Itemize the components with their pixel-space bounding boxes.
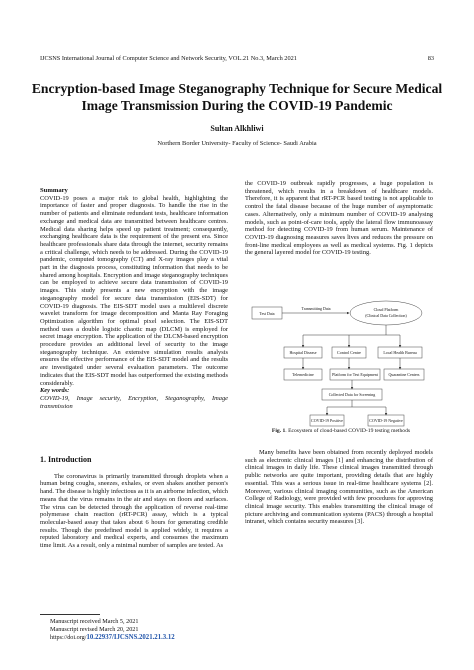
right-column-bottom	[245, 449, 433, 526]
doi-link[interactable]: 10.22937/IJCSNS.2021.21.3.12	[86, 634, 175, 641]
author-name: Sultan Alkhliwi	[210, 124, 264, 133]
label-quarantine-centers: Quarantine Centers	[388, 372, 420, 377]
keywords-text: COVID-19, Image security, Encryption, Steganography, Image transmission	[40, 394, 228, 410]
label-clinical-data-collection: (Clinical Data Collection)	[365, 313, 407, 318]
label-platform-test-equipment: Platform for Test Equipment	[332, 372, 378, 377]
label-cloud-platform: Cloud Platform	[373, 307, 399, 312]
running-header	[40, 55, 434, 62]
label-collected-data: Collected Data for Screening	[328, 392, 376, 397]
figure-1	[250, 285, 430, 435]
keywords-heading: Key words:	[40, 387, 70, 395]
introduction-heading: 1. Introduction	[40, 455, 92, 464]
doi-line	[50, 634, 175, 641]
label-local-health-bureau: Local Health Bureau	[383, 350, 417, 355]
footnote-rule	[40, 614, 100, 615]
figure-1-caption: Fig. 1. Ecosystem of cloud-based COVID-19 testing methods	[271, 428, 411, 434]
right-paragraph-2: Many benefits have been obtained from recently deployed models such as electronic clinical images [1] and enhancing the distribution of clinical images in daily life. These clinical images transmitted through public networks are quite important, providing details that are highly essential. This was a serious issue in real-time healthcare systems [2]. Moreover, various clinical imaging communities, such as the American College of Radiology, were provided with few procedures for approving clinical image security. This enables transmitting the clinical image of picture archiving and communication systems (PACS) through a hospital intranet, which contains security measures [3].	[245, 449, 433, 526]
label-hospital-disease: Hospital Disease	[289, 350, 317, 355]
label-test-data: Test Data	[259, 311, 275, 316]
paper-title: Encryption-based Image Steganography Technique for Secure Medical Image Transmission During the COVID-19 Pandemic	[31, 81, 443, 113]
journal-header: IJCSNS International Journal of Computer Science and Network Security, VOL.21 No.3, March 2021	[40, 55, 297, 62]
page-number: 83	[427, 55, 434, 62]
doi-prefix: https://doi.org/	[50, 634, 87, 641]
manuscript-revised: Manuscript revised March 20, 2021	[50, 626, 139, 633]
figure-1-diagram	[250, 285, 430, 435]
summary-heading: Summary	[40, 187, 68, 194]
right-column-top	[245, 180, 433, 257]
introduction-section	[40, 456, 228, 550]
manuscript-received: Manuscript received March 5, 2021	[50, 618, 139, 625]
right-paragraph-1: the COVID-19 outbreak rapidly progresses, a huge population is threatened, which results in a breakdown of healthcare models. Therefore, it is apparent that rRT-PCR based testing is not applicable to control the fatal disease because of the huge number of asymptomatic cases. Alternatively, only a minimum number of COVID-19 analysing models, such as point-of-care tools, apply the lateral flow immunoassay method for detecting COVID-19 from human serum. Maintenance of COVID-19 diagnosing measures saves lives and reduces the pressure on front-line medical employees as well as medical systems. Fig. 1 depicts the general layered model for COVID-19 testing.	[245, 180, 433, 257]
label-transmitting-data: Transmitting Data	[301, 306, 331, 311]
label-covid-positive: COVID-19 Positive	[311, 418, 343, 423]
author-affiliation: Northern Border University- Faculty of Science- Saudi Arabia	[157, 140, 317, 147]
introduction-paragraph-1: The coronavirus is primarily transmitted through droplets when a human being coughs, sneezes, exhales, or even shakes another person's hand. The disease is highly infectious as it is an airborne infection, which means that the virus remains in the air and stays on floors and surfaces. The virus can be detected through the application of reverse real-time polymerase chain reaction (rRT-PCR) assay, which is a typical molecular-based assay that takes about 6 hours for generating credible results. Though the predefined model is applied widely, it requires a reputed laboratory and medical experts, and consumes the maximum time limit. As a result, only a minimal number of samples are tested. As	[40, 472, 228, 550]
keywords-block	[40, 387, 228, 410]
summary-text: COVID-19 poses a major risk to global health, highlighting the importance of faster and proper diagnosis. To handle the rise in the number of patients and eliminate redundant tests, healthcare information exchange and medical data are transmitted between healthcare centres. Medical data sharing helps speed up patient treatment; consequently, exchanging healthcare data is the requirement of the present era. Since healthcare professionals share data through the internet, security remains a critical challenge, which needs to be addressed. During the COVID-19 pandemic, computed tomography (CT) and X-ray images play a vital part in the diagnosis process, constituting information that needs to be shared among hospitals. Encryption and image steganography techniques can be employed to achieve secure data transmission of COVID-19 images. This study presents a new encryption with the image steganography model for secure data transmission (EIS-SDT) for COVID-19 diagnosis. The EIS-SDT model uses a multilevel discrete wavelet transform for image decomposition and Manta Ray Foraging Optimization algorithm for optimal pixel selection. The EIS-SDT method uses a double logistic chaotic map (DLCM) is employed for secret image encryption. The application of the DLCM-based encryption procedure provides an additional level of security to the image steganography technique. An extensive simulation results analysis ensures the effective performance of the EIS-SDT model and the results are investigated under several evaluation parameters. The outcome indicates that the EIS-SDT model has outperformed the existing methods considerably.	[40, 194, 228, 387]
caption-text: Ecosystem of cloud-based COVID-19 testing methods	[288, 428, 411, 434]
label-covid-negative: COVID-19 Negative	[369, 418, 403, 423]
label-telemedicine: Telemedicine	[292, 372, 314, 377]
caption-label: Fig. 1	[271, 428, 286, 434]
left-column	[40, 187, 228, 410]
label-control-centre: Control Centre	[337, 350, 361, 355]
